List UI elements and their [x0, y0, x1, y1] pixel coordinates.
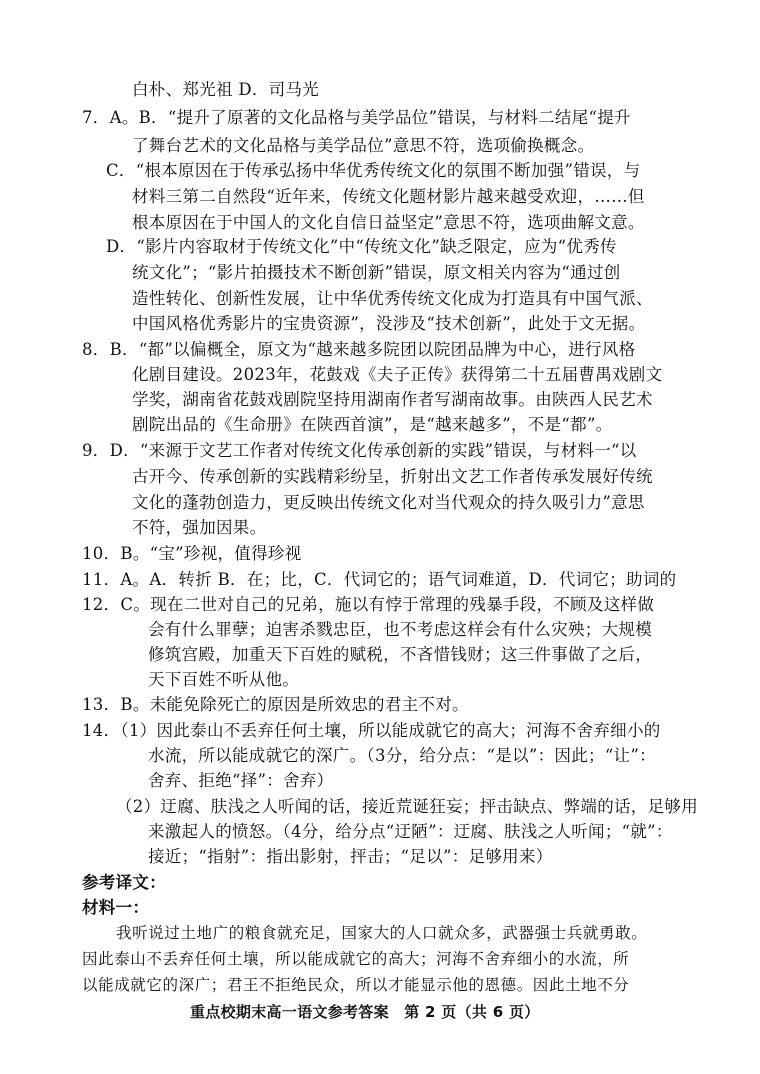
- answer-line: 9．D．“来源于文艺工作者对传统文化传承创新的实践”错误，与材料一“以: [82, 441, 637, 460]
- answer-line: 中国风格优秀影片的宝贵资源”，没涉及“技术创新”，此处于文无据。: [132, 314, 646, 333]
- answer-line: 材料三第二自然段“近年来，传统文化题材影片越来越受欢迎，……但: [132, 187, 645, 206]
- answer-line: 水流，所以能成就它的深广。（3分，给分点：“是以”：因此；“让”：: [148, 746, 656, 765]
- answer-line: 化剧目建设。2023年，花鼓戏《夫子正传》获得第二十五届曹禺戏剧文: [132, 365, 663, 384]
- translation-line: 我听说过土地广的粮食就充足，国家大的人口就众多，武器强士兵就勇敢。: [116, 924, 648, 942]
- answer-line: 舍弃、拒绝“择”：舍弃）: [148, 771, 334, 790]
- answer-line: 剧院出品的《生命册》在陕西首演”，是“越来越多”，不是“都”。: [132, 415, 613, 434]
- answer-line: 统文化”；“影片拍摄技术不断创新”错误，原文相关内容为“通过创: [132, 263, 621, 282]
- answer-line: 12．C。现在二世对自己的兄弟，施以有悖于常理的残暴手段，不顾及这样做: [82, 595, 655, 614]
- material-title: 材料一：: [82, 898, 150, 917]
- answer-line: 修筑宫殿，加重天下百姓的赋税，不吝惜钱财；这三件事做了之后，: [148, 645, 652, 664]
- answer-line: 来激起人的愤怒。（4分，给分点“迂陋”：迂腐、肤浅之人听闻；“就”：: [148, 822, 673, 841]
- answer-line: 白朴、郑光祖 D．司马光: [132, 80, 320, 99]
- answer-line: 根本原因在于中国人的文化自信日益坚定”意思不符，选项曲解文意。: [132, 213, 645, 232]
- answer-line: 造性转化、创新性发展，让中华优秀传统文化成为打造具有中国气派、: [132, 289, 653, 308]
- translation-line: 以能成就它的深广；君王不拒绝民众，所以才能显示他的恩德。因此土地不分: [82, 976, 630, 994]
- answer-line: 7．A。B．“提升了原著的文化品格与美学品位”错误，与材料二结尾“提升: [82, 108, 631, 127]
- page-footer: 重点校期末高一语文参考答案 第 2 页（共 6 页）: [190, 1003, 540, 1021]
- answer-line: 学奖，湖南省花鼓戏剧院坚持用湖南作者写湖南故事。由陕西人民艺术: [132, 390, 653, 409]
- section-title: 参考译文：: [82, 873, 166, 892]
- answer-line: 不符，强加因果。: [132, 518, 267, 537]
- answer-line: 10．B。“宝”珍视，值得珍视: [82, 544, 302, 563]
- answer-line: 古开今、传承创新的实践精彩纷呈，折射出文艺工作者传承发展好传统: [132, 467, 653, 486]
- translation-line: 因此泰山不丢弃任何土壤，所以能成就它的高大；河海不舍弃细小的水流，所: [82, 950, 630, 968]
- answer-line: 文化的蓬勃创造力，更反映出传统文化对当代观众的持久吸引力”意思: [132, 493, 645, 512]
- answer-line: 14．（1）因此泰山不丢弃任何土壤，所以能成就它的高大；河海不舍弃细小的: [82, 721, 661, 740]
- answer-line: 接近；“指射”：指出影射，抨击；“足以”：足够用来）: [148, 847, 553, 866]
- answer-line: 会有什么罪孽；迫害杀戮忠臣，也不考虑这样会有什么灾殃；大规模: [148, 620, 652, 639]
- answer-line: 11．A。A．转折 B．在；比，C．代词它的；语气词难道，D．代词它；助词的: [82, 570, 677, 589]
- answer-line: 8．B．“都”以偏概全，原文为“越来越多院团以院团品牌为中心，进行风格: [82, 340, 636, 359]
- answer-line: D．“影片内容取材于传统文化”中“传统文化”缺乏限定，应为“优秀传: [106, 237, 617, 256]
- answer-line: 天下百姓不听从他。: [148, 670, 300, 689]
- answer-line: （2）迂腐、肤浅之人听闻的话，接近荒诞狂妄；抨击缺点、弊端的话，足够用: [116, 797, 698, 816]
- answer-line: 了舞台艺术的文化品格与美学品位”意思不符，选项偷换概念。: [132, 136, 595, 155]
- answer-line: C．“根本原因在于传承弘扬中华优秀传统文化的氛围不断加强”错误，与: [106, 161, 641, 180]
- answer-line: 13．B。未能免除死亡的原因是所效忠的君主不对。: [82, 695, 469, 714]
